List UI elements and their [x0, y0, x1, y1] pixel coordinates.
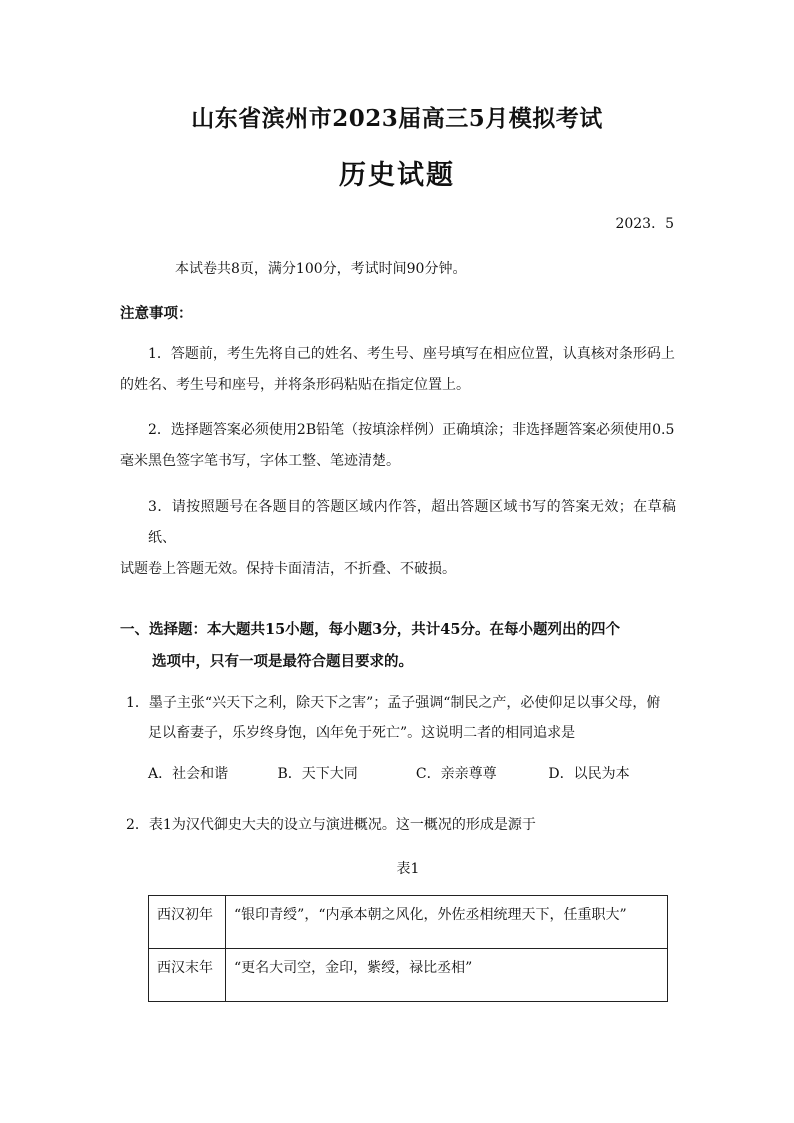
table-cell-period: 西汉初年: [149, 896, 226, 949]
question-2: [126, 810, 678, 840]
table-caption: 表1: [396, 861, 420, 877]
table-cell-content: “银印青绶”，“内承本朝之风化，外佐丞相统理天下，任重职大”: [226, 896, 668, 949]
table-cell-period: 西汉末年: [149, 949, 226, 1002]
exam-title: 山东省滨州市2023届高三5月模拟考试: [191, 105, 603, 132]
intro-text: 本试卷共8页，满分100分，考试时间90分钟。: [175, 261, 467, 277]
notice-item-2-line1: 2．选择题答案必须使用2B铅笔（按填涂样例）正确填涂；非选择题答案必须使用0.5: [148, 422, 675, 438]
section-heading-line2: 选项中，只有一项是最符合题目要求的。: [152, 653, 413, 670]
question-1: [126, 688, 678, 748]
section-heading-line1: 一、选择题：本大题共15小题，每小题3分，共计45分。在每小题列出的四个: [120, 621, 620, 638]
question-1-options: [148, 763, 630, 783]
subject-title: 历史试题: [339, 160, 455, 191]
table-row: [149, 896, 668, 949]
section-heading: [120, 614, 680, 678]
notice-item-2-line2: 毫米黑色签字笔书写，字体工整、笔迹清楚。: [120, 453, 400, 469]
question-2-line1: 2．表1为汉代御史大夫的设立与演进概况。这一概况的形成是源于: [126, 817, 536, 833]
table-cell-content: “更名大司空，金印，紫绶，禄比丞相”: [226, 949, 668, 1002]
notice-item-1-line1: 1．答题前，考生先将自己的姓名、考生号、座号填写在相应位置，认真核对条形码上: [148, 346, 675, 362]
option-a: A．社会和谐: [148, 766, 229, 782]
exam-date: 2023．5: [615, 216, 674, 232]
history-table: [148, 895, 668, 1002]
question-1-line1: 1．墨子主张“兴天下之利，除天下之害”；孟子强调“制民之产，必使仰足以事父母，俯: [126, 695, 661, 711]
notice-heading: 注意事项：: [120, 305, 193, 322]
table-row: [149, 949, 668, 1002]
question-1-line2: 足以畜妻子，乐岁终身饱，凶年免于死亡”。这说明二者的相同追求是: [148, 725, 576, 741]
notice-item-1-line2: 的姓名、考生号和座号，并将条形码粘贴在指定位置上。: [120, 377, 470, 393]
notice-item-3-line2: 试题卷上答题无效。保持卡面清洁，不折叠、不破损。: [120, 561, 456, 577]
option-c: C．亲亲尊尊: [415, 766, 497, 782]
notice-item-3: [120, 492, 676, 585]
option-d: D．以民为本: [548, 766, 630, 782]
notice-item-3-line1: 3．请按照题号在各题目的答题区域内作答，超出答题区域书写的答案无效；在草稿纸、: [148, 499, 676, 546]
notice-item-2: [120, 415, 676, 477]
option-b: B．天下大同: [277, 766, 358, 782]
notice-item-1: [120, 339, 676, 401]
